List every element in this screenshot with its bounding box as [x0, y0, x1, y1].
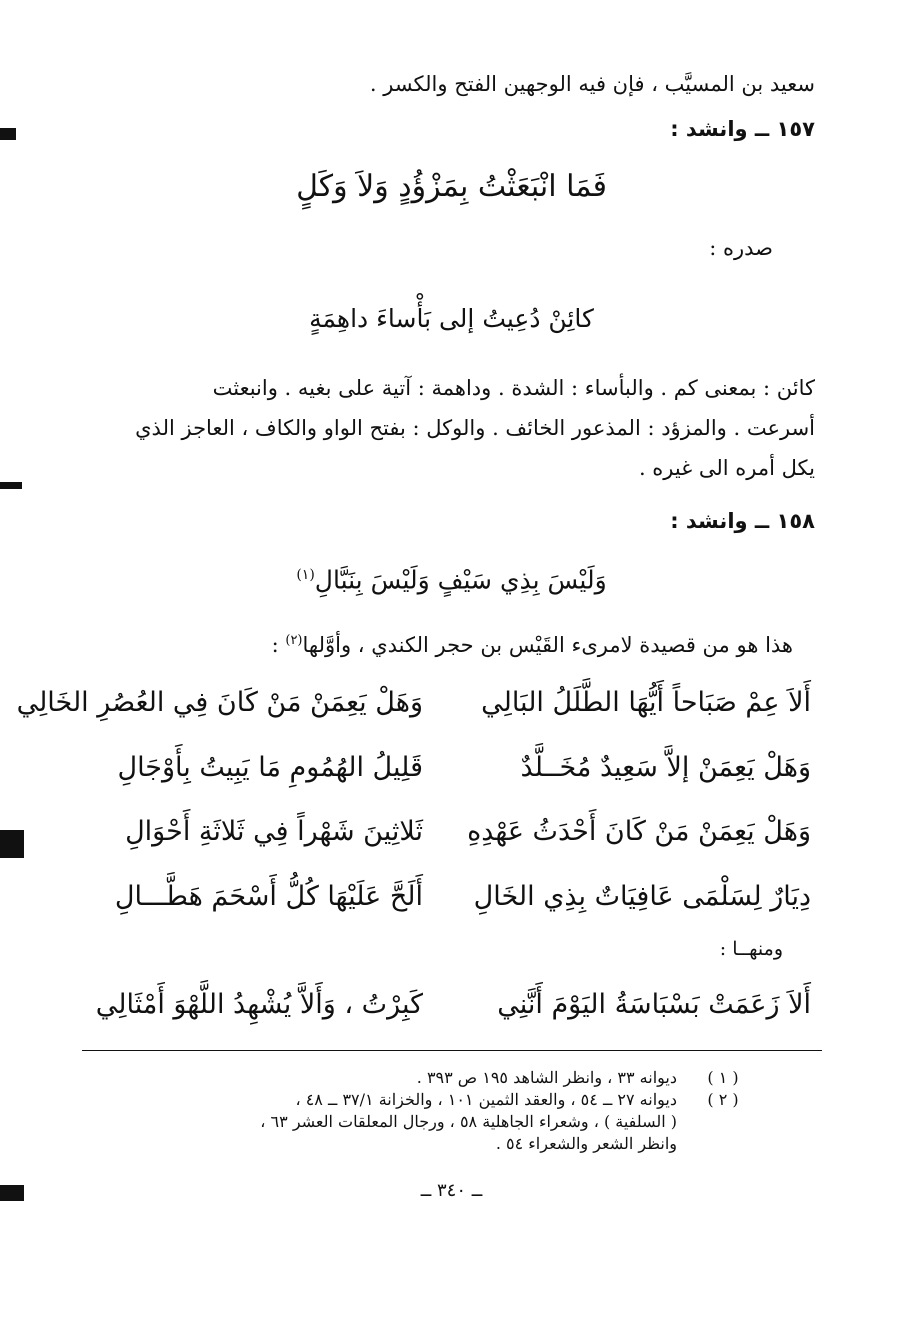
intro-text: هذا هو من قصيدة لامرىء القَيْس بن حجر الكندي ، وأوَّلها: [302, 633, 793, 657]
footnote-number: ( ١ ): [707, 1068, 739, 1087]
poem-hemistich-right: أَلاَ عِمْ صَبَاحاً أَيُّهَا الطَّلَلُ البَالِي: [481, 687, 811, 718]
scan-mark: [0, 128, 16, 140]
scan-mark: [0, 1185, 24, 1201]
poem-hemistich-left: أَلَحَّ عَلَيْهَا كُلُّ أَسْحَمَ هَطَّـــالِ: [114, 881, 423, 912]
verse-158-text: وَلَيْسَ بِذِي سَيْفٍ وَلَيْسَ بِنَبَّالِ: [314, 565, 607, 595]
footnote-number: ( ٢ ): [707, 1090, 739, 1109]
poem-hemistich-left: قَلِيلُ الهُمُومِ مَا يَبِيتُ بِأَوْجَالِ: [117, 752, 423, 783]
gloss-line-3: يكل أمره الى غيره .: [638, 456, 815, 480]
verse-158: [0, 556, 903, 599]
footnote-rule: [82, 1050, 822, 1051]
sadr-verse: كائِنْ دُعِيتُ إلى بَأْساءَ داهِمَةٍ: [309, 304, 594, 333]
heading-158: ١٥٨ ــ وانشد :: [670, 509, 815, 533]
poem-hemistich-left: وَهَلْ يَعِمَنْ مَنْ كَانَ فِي العُصُرِ الخَالِي: [16, 687, 423, 718]
intro-colon: :: [271, 633, 286, 657]
sadr-label: صدره :: [709, 236, 773, 260]
poem-hemistich-left: كَبِرْتُ ، وَأَلاَّ يُشْهِدُ اللَّهْوَ أَمْثَالِي: [95, 989, 423, 1020]
poem-hemistich-right: وَهَلْ يَعِمَنْ إلاَّ سَعِيدٌ مُخَــلَّدٌ: [520, 752, 811, 783]
continuation-line: سعيد بن المسيَّب ، فإن فيه الوجهين الفتح والكسر .: [369, 72, 815, 96]
gloss-line-1: كائن : بمعنى كم . والبأساء : الشدة . وداهمة : آتية على بغيه . وانبعثت: [212, 376, 815, 400]
page-number: ــ ٣٤٠ ــ: [420, 1180, 483, 1201]
minha-label: ومنهــا :: [719, 938, 783, 960]
intro-line: [53, 625, 793, 661]
poem-hemistich-right: دِيَارٌ لِسَلْمَى عَافِيَاتٌ بِذِي الخَالِ: [473, 881, 811, 912]
footnote-text: وانظر الشعر والشعراء ٥٤ .: [495, 1134, 677, 1153]
footnote-text: ( السلفية ) ، وشعراء الجاهلية ٥٨ ، ورجال المعلقات العشر ٦٣ ،: [260, 1112, 677, 1131]
verse-157: فَمَا انْبَعَثْتُ بِمَزْؤُدٍ وَلاَ وَكَلٍ: [296, 169, 607, 204]
poem-hemistich-right: أَلاَ زَعَمَتْ بَسْبَاسَةُ اليَوْمَ أَنَّنِي: [497, 989, 811, 1020]
scan-mark: [0, 830, 24, 858]
gloss-line-2: أسرعت . والمزؤد : المذعور الخائف . والوكل : بفتح الواو والكاف ، العاجز الذي: [135, 416, 815, 440]
footnote-text: ديوانه ٣٣ ، وانظر الشاهد ١٩٥ ص ٣٩٣ .: [416, 1068, 677, 1087]
footnote-text: ديوانه ٢٧ ــ ٥٤ ، والعقد الثمين ١٠١ ، والخزانة ٣٧/١ ــ ٤٨ ،: [295, 1090, 677, 1109]
footnote-ref-2: (٢): [285, 633, 303, 648]
heading-157: ١٥٧ ــ وانشد :: [670, 117, 815, 141]
poem-hemistich-right: وَهَلْ يَعِمَنْ مَنْ كَانَ أَحْدَثُ عَهْدِهِ: [467, 816, 811, 847]
poem-hemistich-left: ثَلاثِينَ شَهْراً فِي ثَلاثَةِ أَحْوَالِ: [125, 816, 423, 847]
scan-mark: [0, 482, 22, 489]
footnote-ref-1: (١): [296, 567, 315, 583]
